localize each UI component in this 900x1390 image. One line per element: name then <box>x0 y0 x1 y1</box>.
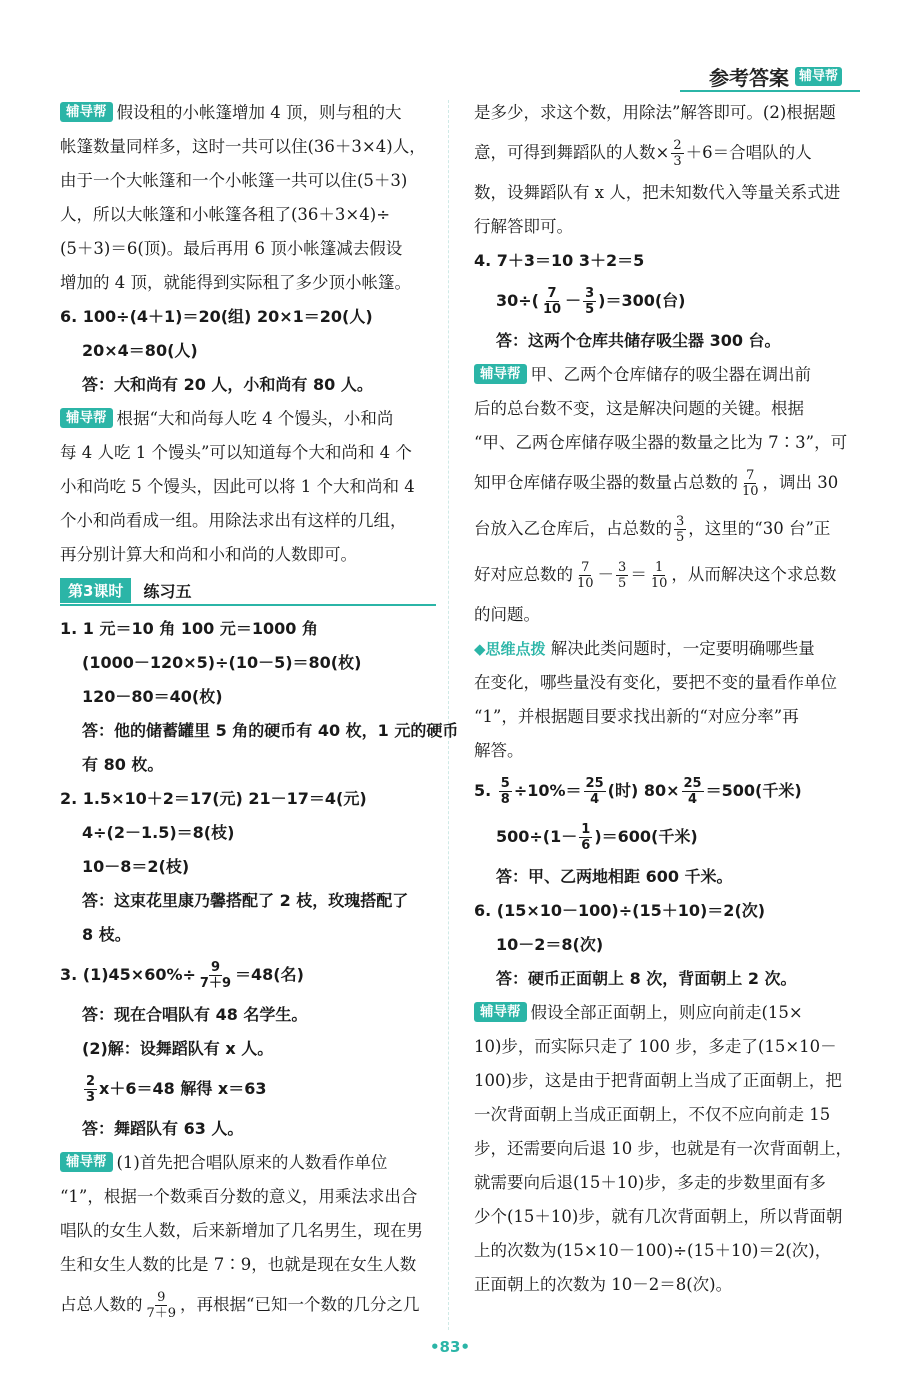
numerator: 2 <box>86 1074 96 1089</box>
hint-badge: 辅导帮 <box>60 1152 113 1172</box>
answer-line <box>60 1066 436 1112</box>
answer-line: 6. (15×10－100)÷(15＋10)＝2(次) <box>474 901 766 920</box>
fraction <box>649 560 670 591</box>
expr-text: )＝300(台) <box>598 291 686 310</box>
lesson-heading <box>60 576 436 606</box>
answer-line: 20×4＝80(人) <box>82 341 198 360</box>
fraction <box>541 286 563 317</box>
denominator: 7＋9 <box>199 976 232 991</box>
page-number: •83• <box>429 1338 471 1356</box>
text-line: 解答。 <box>474 741 524 760</box>
numerator: 25 <box>683 776 702 791</box>
text-line: 上的次数为(15×10－100)÷(15＋10)＝2(次)， <box>474 1241 832 1260</box>
numerator: 1 <box>581 822 591 837</box>
answer-line: 4. 7＋3＝10 3＋2＝5 <box>474 251 645 270</box>
denominator: 8 <box>500 792 510 807</box>
text-line: 甲、乙两个仓库储存的吸尘器在调出前 <box>530 365 811 384</box>
expr-text: ，调出 30 <box>762 473 839 492</box>
answer-line <box>474 814 850 860</box>
expr-text: 30÷( <box>496 291 539 310</box>
text-line: 增加的 4 顶，就能得到实际租了多少顶小帐篷。 <box>60 273 411 292</box>
think-line <box>474 632 850 666</box>
text-line: 每 4 人吃 1 个馒头”可以知道每个大和尚和 4 个 <box>60 443 412 462</box>
numerator: 9 <box>210 960 220 975</box>
text-line: 假设租的小帐篷增加 4 顶，则与租的大 <box>116 103 402 122</box>
answer-line: 2. 1.5×10＋2＝17(元) 21－17＝4(元) <box>60 789 367 808</box>
denominator: 10 <box>577 576 594 591</box>
text-line: 生和女生人数的比是 7∶9，也就是现在女生人数 <box>60 1255 417 1274</box>
answer-line: 答：硬币正面朝上 8 次，背面朝上 2 次。 <box>496 969 797 988</box>
numerator: 7 <box>581 560 590 575</box>
answer-line: 8 枝。 <box>82 925 131 944</box>
expr-text: ，这里的“30 台”正 <box>688 519 831 538</box>
numerator: 7 <box>746 468 755 483</box>
expr-text: ，从而解决这个求总数 <box>671 565 837 584</box>
answer-line: 10－8＝2(枝) <box>82 857 190 876</box>
text-line <box>474 506 850 552</box>
text-line: 好对应总数的 $\frac{7}{10}$ － $\frac{3}{5}$ ＝ $\frac{1}{10}$ ，从而解决这个求总数 <box>474 560 837 591</box>
text-line: 唱队的女生人数，后来新增加了几名男生，现在男 <box>60 1221 423 1240</box>
numerator: 3 <box>585 286 595 301</box>
answer-line <box>474 278 850 324</box>
fraction <box>198 960 233 991</box>
denominator: 5 <box>585 302 595 317</box>
text-line: 个小和尚看成一组。用除法求出有这样的几组， <box>60 511 407 530</box>
denominator: 3 <box>673 154 682 169</box>
answer-line: 答：现在合唱队有 48 名学生。 <box>82 1005 308 1024</box>
header-rule <box>680 90 860 92</box>
answer-line: 答：甲、乙两地相距 600 千米。 <box>496 867 733 886</box>
fraction <box>584 776 606 807</box>
denominator: 4 <box>590 792 600 807</box>
hint-line <box>474 358 850 392</box>
fraction <box>674 514 686 545</box>
page-header <box>709 62 842 91</box>
expr-text: 意，可得到舞蹈队的人数× <box>474 143 670 162</box>
text-line <box>474 130 850 176</box>
fraction <box>84 1074 97 1105</box>
text-line: “1”，并根据题目要求找出新的“对应分率”再 <box>474 707 799 726</box>
text-line: 一次背面朝上当成正面朝上，不仅不应向前走 15 <box>474 1105 831 1124</box>
answer-line: 1. 1 元＝10 角 100 元＝1000 角 <box>60 619 318 638</box>
expr-text: )＝600(千米) <box>594 827 698 846</box>
denominator: 4 <box>688 792 698 807</box>
answer-line: 答：大和尚有 20 人，小和尚有 80 人。 <box>82 375 373 394</box>
text-line: 根据“大和尚每人吃 4 个馒头，小和尚 <box>116 409 394 428</box>
expr-text: ＝500(千米) <box>705 781 802 800</box>
answer-line: (2)解：设舞蹈队有 x 人。 <box>82 1039 274 1058</box>
text-line: 在变化，哪些量没有变化，要把不变的量看作单位 <box>474 673 837 692</box>
fraction <box>740 468 761 499</box>
hint-line <box>60 96 436 130</box>
text-line: 就需要向后退(15＋10)步，多走的步数里面有多 <box>474 1173 826 1192</box>
answer-line: (1000－120×5)÷(10－5)＝80(枚) <box>82 653 362 672</box>
fraction <box>682 776 704 807</box>
text-line: 行解答即可。 <box>474 217 573 236</box>
left-column <box>60 96 459 1328</box>
answer-line: 6. 100÷(4＋1)＝20(组) 20×1＝20(人) <box>60 307 373 326</box>
numerator: 5 <box>500 776 510 791</box>
text-line: 后的总台数不变，这是解决问题的关键。根据 <box>474 399 804 418</box>
numerator: 7 <box>547 286 557 301</box>
expr-text: x＋6＝48 解得 x＝63 <box>99 1079 267 1098</box>
fraction <box>616 560 628 591</box>
text-line: 人，所以大帐篷和小帐篷各租了(36＋3×4)÷ <box>60 205 391 224</box>
fraction <box>145 1290 179 1321</box>
answer-line: 有 80 枚。 <box>82 755 164 774</box>
denominator: 6 <box>581 838 591 853</box>
expr-text: ＋6＝合唱队的人 <box>685 143 812 162</box>
fraction <box>499 776 512 807</box>
text-line: “1”，根据一个数乘百分数的意义，用乘法求出合 <box>60 1187 418 1206</box>
answer-line <box>474 768 850 814</box>
hint-line <box>60 402 436 436</box>
expr-text: － <box>565 291 582 310</box>
text-line: 正面朝上的次数为 10－2＝8(次)。 <box>474 1275 733 1294</box>
text-line: (5＋3)＝6(顶)。最后再用 6 顶小帐篷减去假设 <box>60 239 403 258</box>
denominator: 10 <box>650 576 668 591</box>
expr-text: ，再根据“已知一个数的几分之几 <box>180 1295 420 1314</box>
expr-text: 500÷(1－ <box>496 827 578 846</box>
expr-text: ＝48(名) <box>235 965 304 984</box>
text-line: 再分别计算大和尚和小和尚的人数即可。 <box>60 545 357 564</box>
hint-badge: 辅导帮 <box>474 1002 527 1022</box>
answer-line: 答：这两个仓库共储存吸尘器 300 台。 <box>496 331 781 350</box>
expr-text: 知甲仓库储存吸尘器的数量占总数的 <box>474 473 738 492</box>
think-label: ◆思维点拨 <box>474 640 546 658</box>
text-line: 步，还需要向后退 10 步，也就是有一次背面朝上， <box>474 1139 852 1158</box>
answer-line: 答：这束花里康乃馨搭配了 2 枝，玫瑰搭配了 <box>82 891 409 910</box>
denominator: 3 <box>86 1090 96 1105</box>
hint-badge: 辅导帮 <box>474 364 527 384</box>
text-line: 的问题。 <box>474 605 540 624</box>
expr-text: (时) 80× <box>607 781 680 800</box>
denominator: 10 <box>542 302 562 317</box>
hint-line <box>474 996 850 1030</box>
header-title: 参考答案 <box>708 66 789 90</box>
lesson-label: 第3课时 <box>60 578 131 603</box>
answer-line: 120－80＝40(枚) <box>82 687 223 706</box>
text-line: 假设全部正面朝上，则应向前走(15× <box>530 1003 803 1022</box>
header-tag: 辅导帮 <box>795 67 842 86</box>
expr-text: 5. <box>474 781 497 800</box>
lesson-name: 练习五 <box>143 581 192 601</box>
text-line: 由于一个大帐篷和一个小帐篷一共可以住(5＋3) <box>60 171 408 190</box>
text-line: 小和尚吃 5 个馒头，因此可以将 1 个大和尚和 4 <box>60 477 415 496</box>
expr-text: 好对应总数的 <box>474 565 573 584</box>
denominator: 5 <box>676 530 685 545</box>
expr-text: 台放入乙仓库后，占总数的 <box>474 519 672 538</box>
numerator: 3 <box>618 560 627 575</box>
text-line: 100)步，这是由于把背面朝上当成了正面朝上，把 <box>474 1071 842 1090</box>
expr-text: 3. (1)45×60%÷ <box>60 965 196 984</box>
answer-line: 10－2＝8(次) <box>496 935 604 954</box>
answer-line <box>60 952 436 998</box>
answer-line: 答：舞蹈队有 63 人。 <box>82 1119 244 1138</box>
text-line: “甲、乙两仓库储存吸尘器的数量之比为 7∶3”，可 <box>474 433 848 452</box>
hint-line <box>60 1146 436 1180</box>
text-line <box>60 1282 436 1328</box>
expr-text: ÷10%＝ <box>513 781 582 800</box>
hint-badge: 辅导帮 <box>60 408 113 428</box>
text-line: 是多少，求这个数，用除法”解答即可。(2)根据题 <box>474 103 836 122</box>
expr-text: 占总人数的 <box>60 1295 143 1314</box>
text-line: 10)步，而实际只走了 100 步，多走了(15×10－ <box>474 1037 837 1056</box>
fraction <box>583 286 596 317</box>
fraction <box>579 822 592 853</box>
text-line: 解决此类问题时，一定要明确哪些量 <box>550 639 815 658</box>
answer-line: 答：他的储蓄罐里 5 角的硬币有 40 枚，1 元的硬币 <box>82 721 459 740</box>
numerator: 9 <box>157 1290 166 1305</box>
denominator: 7＋9 <box>146 1306 177 1321</box>
fraction <box>671 138 683 169</box>
denominator: 10 <box>742 484 759 499</box>
right-column <box>474 96 850 1302</box>
numerator: 25 <box>585 776 604 791</box>
hint-badge: 辅导帮 <box>60 102 113 122</box>
fraction <box>575 560 596 591</box>
numerator: 3 <box>676 514 685 529</box>
text-line: 帐篷数量同样多，这时一共可以住(36＋3×4)人， <box>60 137 426 156</box>
answer-line: 4÷(2－1.5)＝8(枝) <box>82 823 235 842</box>
text-line <box>474 460 850 506</box>
denominator: 5 <box>618 576 627 591</box>
text-line: 数，设舞蹈队有 x 人，把未知数代入等量关系式进 <box>474 183 841 202</box>
text-line: 少个(15＋10)步，就有几次背面朝上，所以背面朝 <box>474 1207 843 1226</box>
text-line: (1)首先把合唱队原来的人数看作单位 <box>116 1153 388 1172</box>
numerator: 1 <box>654 560 664 575</box>
numerator: 2 <box>673 138 682 153</box>
